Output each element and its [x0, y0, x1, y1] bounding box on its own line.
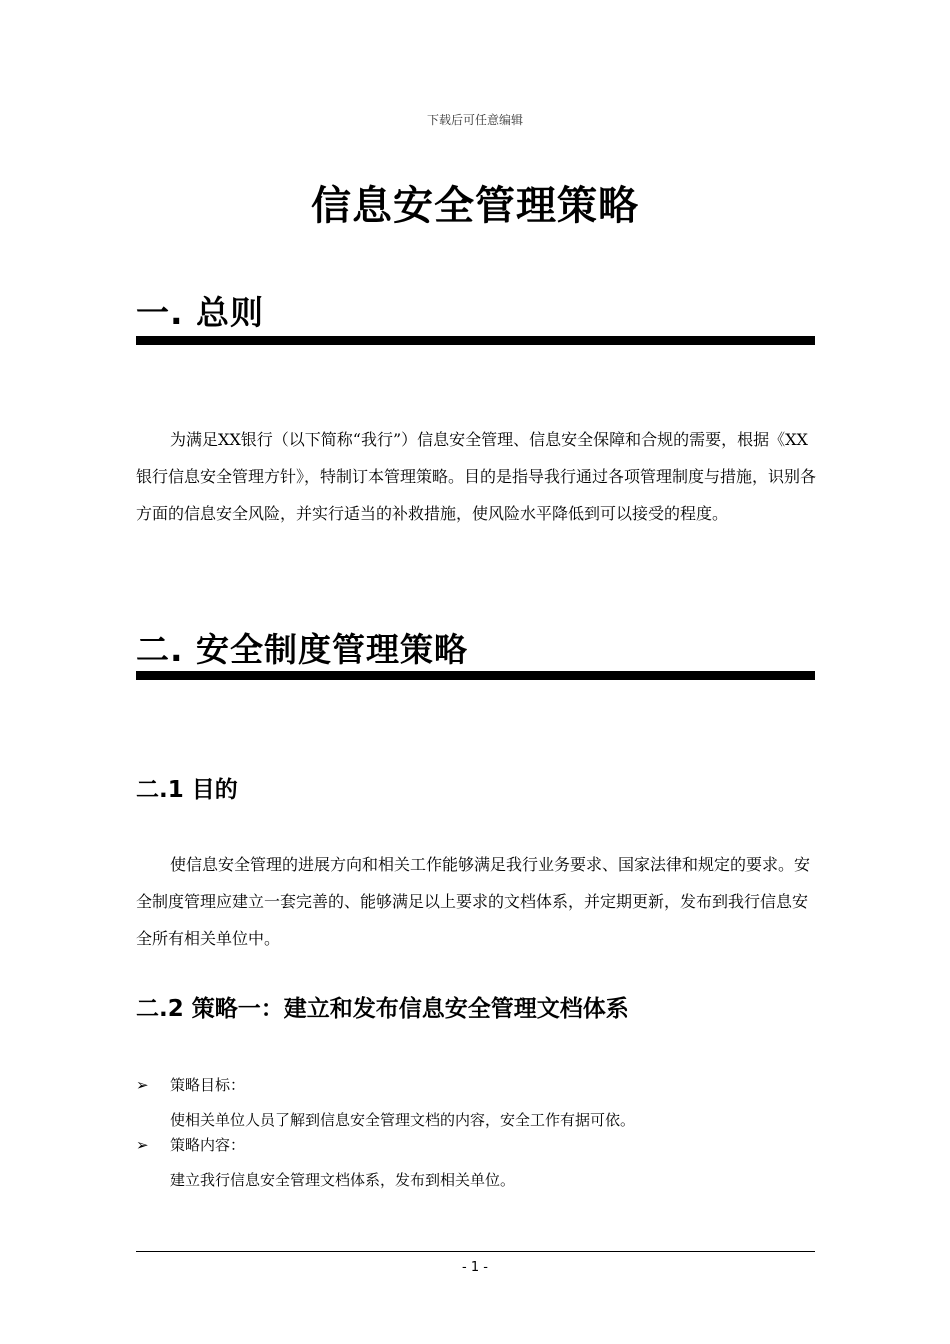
bullet-text: 使相关单位人员了解到信息安全管理文档的内容，安全工作有据可依。: [170, 1111, 636, 1129]
arrow-bullet-icon: ➢: [136, 1136, 149, 1154]
header-note: 下载后可任意编辑: [426, 113, 523, 127]
section-divider: [136, 336, 815, 345]
bullet-label: 策略内容：: [170, 1136, 246, 1154]
footer-divider: [136, 1251, 815, 1252]
page-number: - 1 -: [462, 1260, 488, 1275]
bullet-text: 建立我行信息安全管理文档体系，发布到相关单位。: [170, 1171, 516, 1189]
subsection-paragraph-purpose: 使信息安全管理的进展方向和相关工作能够满足我行业务要求、国家法律和规定的要求。安全制度管理应建立一套完善的、能够满足以上要求的文档体系，并定期更新，发布到我行信息安全所有相关单位中。: [136, 855, 811, 948]
subsection-heading-purpose: 二.1 目的: [136, 777, 238, 803]
document-title: 信息安全管理策略: [311, 183, 639, 229]
section-heading-policy: 二. 安全制度管理策略: [136, 630, 469, 669]
section-heading-general: 一. 总则: [136, 293, 265, 332]
section-divider: [136, 671, 815, 680]
bullet-label: 策略目标：: [170, 1076, 246, 1094]
subsection-heading-strategy-one: 二.2 策略一：建立和发布信息安全管理文档体系: [136, 996, 629, 1022]
section-paragraph-general: 为满足XX银行（以下简称“我行”）信息安全管理、信息安全保障和合规的需要，根据《XX银行信息安全管理方针》，特制订本管理策略。目的是指导我行通过各项管理制度与措施，识别各方面的信息安全风险，并实行适当的补救措施，使风险水平降低到可以接受的程度。: [136, 430, 817, 523]
arrow-bullet-icon: ➢: [136, 1076, 149, 1094]
